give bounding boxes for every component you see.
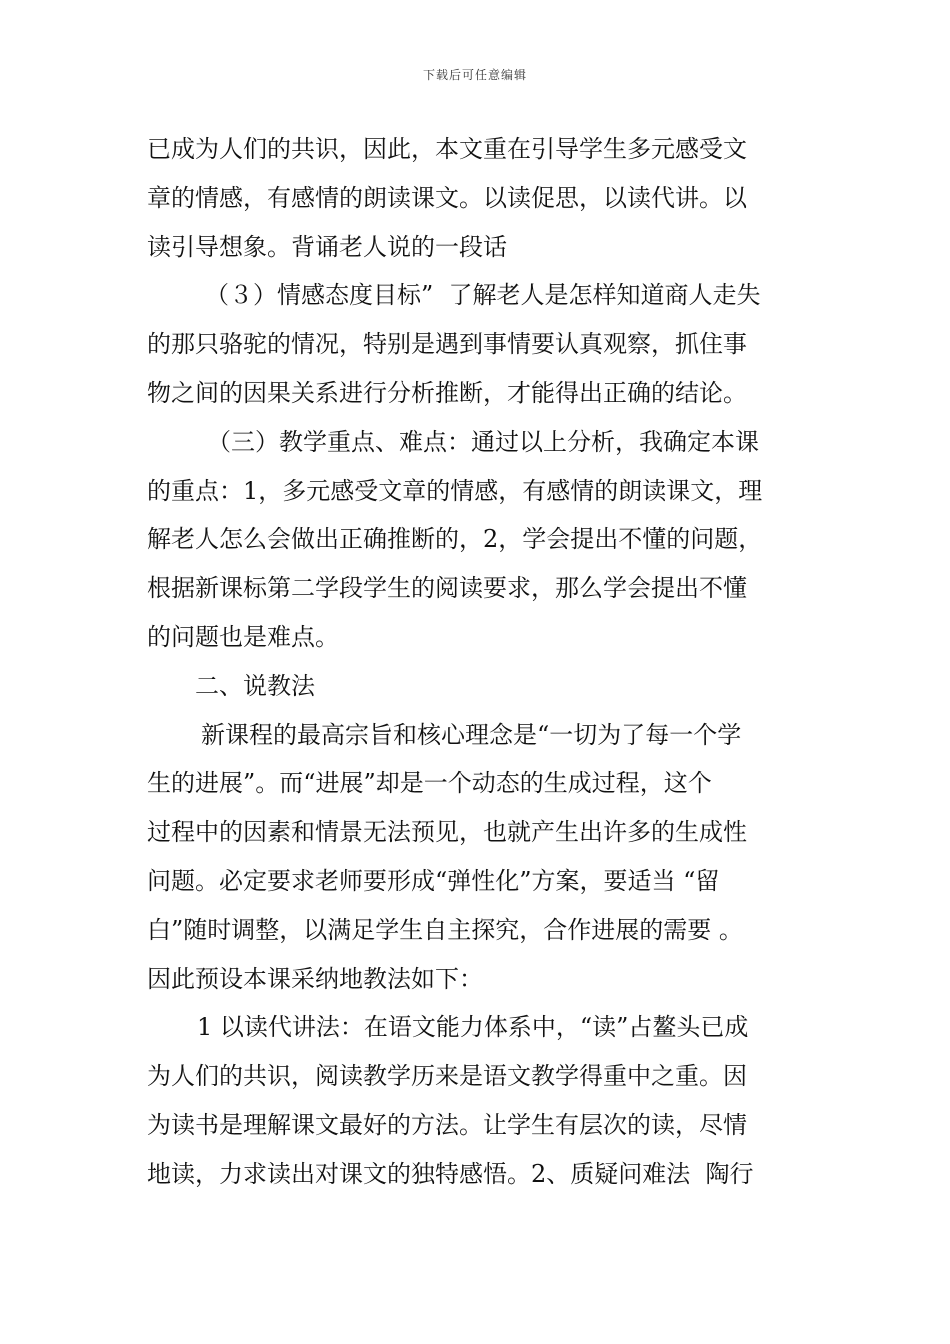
- section-heading: 二、说教法: [195, 671, 315, 700]
- text-line: （三）教学重点、难点：通过以上分析，我确定本课: [207, 427, 759, 456]
- text-line: （３）情感态度目标” 了解老人是怎样知道商人走失: [205, 281, 761, 310]
- text-line: 的问题也是难点。: [147, 622, 339, 651]
- text-line: 为人们的共识，阅读教学历来是语文教学得重中之重。因: [147, 1062, 747, 1091]
- document-body: [147, 125, 811, 1199]
- text-line: 为读书是理解课文最好的方法。让学生有层次的读，尽情: [147, 1110, 747, 1139]
- text-line: 根据新课标第二学段学生的阅读要求，那么学会提出不懂: [147, 574, 747, 603]
- text-line: 的重点：1，多元感受文章的情感，有感情的朗读课文，理: [147, 476, 763, 505]
- text-line: 解老人怎么会做出正确推断的，2，学会提出不懂的问题，: [147, 525, 763, 554]
- text-line: 物之间的因果关系进行分析推断，才能得出正确的结论。: [147, 378, 747, 407]
- text-line: 读引导想象。背诵老人说的一段话: [147, 232, 507, 261]
- text-line: 过程中的因素和情景无法预见，也就产生出许多的生成性: [147, 818, 747, 847]
- text-line: 已成为人们的共识，因此，本文重在引导学生多元感受文: [147, 135, 747, 163]
- text-line: 1 以读代讲法：在语文能力体系中，“读”占鳌头已成: [197, 1013, 749, 1042]
- text-line: 章的情感，有感情的朗读课文。以读促思，以读代讲。以: [147, 183, 747, 212]
- text-line: 白”随时调整，以满足学生自主探究，合作进展的需要 。: [147, 915, 743, 944]
- page-header: 下载后可任意编辑: [422, 68, 527, 82]
- text-line: 生的进展”。而“进展”却是一个动态的生成过程，这个: [147, 769, 712, 798]
- text-line: 新课程的最高宗旨和核心理念是“一切为了每一个学: [201, 720, 742, 749]
- text-line: 问题。必定要求老师要形成“弹性化”方案，要适当 “留: [147, 866, 720, 895]
- text-line: 因此预设本课采纳地教法如下：: [147, 964, 483, 993]
- text-line: 地读，力求读出对课文的独特感悟。2、质疑问难法 陶行: [147, 1159, 754, 1188]
- text-line: 的那只骆驼的情况，特别是遇到事情要认真观察，抓住事: [147, 330, 747, 359]
